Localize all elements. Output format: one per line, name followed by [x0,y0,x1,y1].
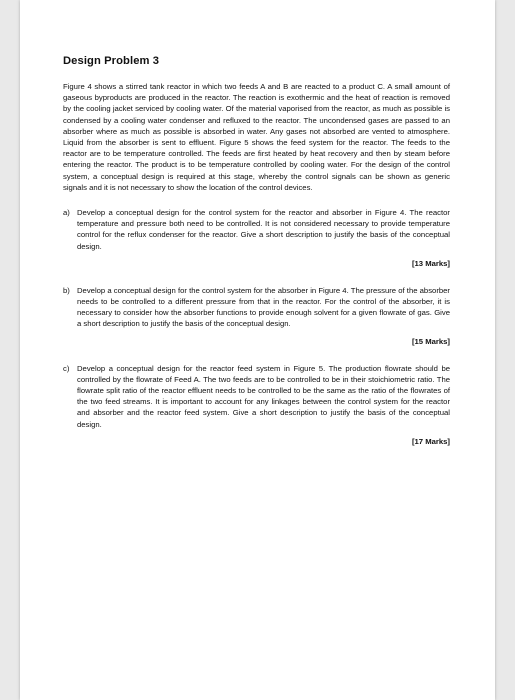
document-page [20,0,495,700]
question-marks: [17 Marks] [411,436,450,446]
question-letter: a) [63,208,70,218]
question-text: Develop a conceptual design for the control system for the absorber in Figure 4. The pressure of the absorber needs to be controlled to a different pressure from that in the reactor. For the control of the absorber, it is necessary to consider how the absorber functions to provide enough solvent for a given flowrate of gas. Give a short description to justify the basis of the conceptual design. [77,285,450,329]
question-letter: c) [63,363,70,373]
intro-paragraph: Figure 4 shows a stirred tank reactor in which two feeds A and B are reacted to a product C. A small amount of gaseous byproducts are produced in the reactor. The reaction is exothermic and the heat of reaction is removed by the cooling jacket serviced by cooling water. Of the material vaporised from the reactor, as much as possible is condensed by a cooling water condenser and refluxed to the reactor. The uncondensed gases are passed to an absorber where as much as possible is absorbed in water. Any gases not absorbed are vented to atmosphere. Liquid from the absorber is sent to effluent. Figure 5 shows the feed system for the reactor. The feeds to the reactor are to be temperature controlled. The feeds are first heated by heat recovery and then by steam before entering the reactor. The product is to be temperature controlled by cooling water. For the design of the control system, a conceptual design is required at this stage, whereby the control signals can be shown as generic signals and it is not necessary to show the location of the control devices. [63,82,450,192]
question-text: Develop a conceptual design for the reactor feed system in Figure 5. The production flowrate should be controlled by the flowrate of Feed A. The two feeds are to be controlled to be in their stoichiometric ratio. The flowrate split ratio of the reactor effluent needs to be controlled to be the same as the ratio of the flowrates of the two feed streams. It is important to account for any linkages between the control system for the reactor and absorber and the reactor feed system. Give a short description to justify the basis of the conceptual design. [77,363,450,429]
question-c [63,363,450,446]
question-marks: [13 Marks] [411,258,450,268]
page-title: Design Problem 3 [63,55,160,67]
question-marks: [15 Marks] [411,336,450,346]
question-text: Develop a conceptual design for the control system for the reactor and absorber in Figure 4. The reactor temperature and pressure both need to be controlled. It is not considered necessary to provide temperature control for the reflux condenser for the reactor. Give a short description to justify the basis of the conceptual design. [77,208,450,251]
document-content [63,55,450,463]
question-b [63,285,450,346]
question-a [63,207,450,268]
question-letter: b) [63,285,70,295]
